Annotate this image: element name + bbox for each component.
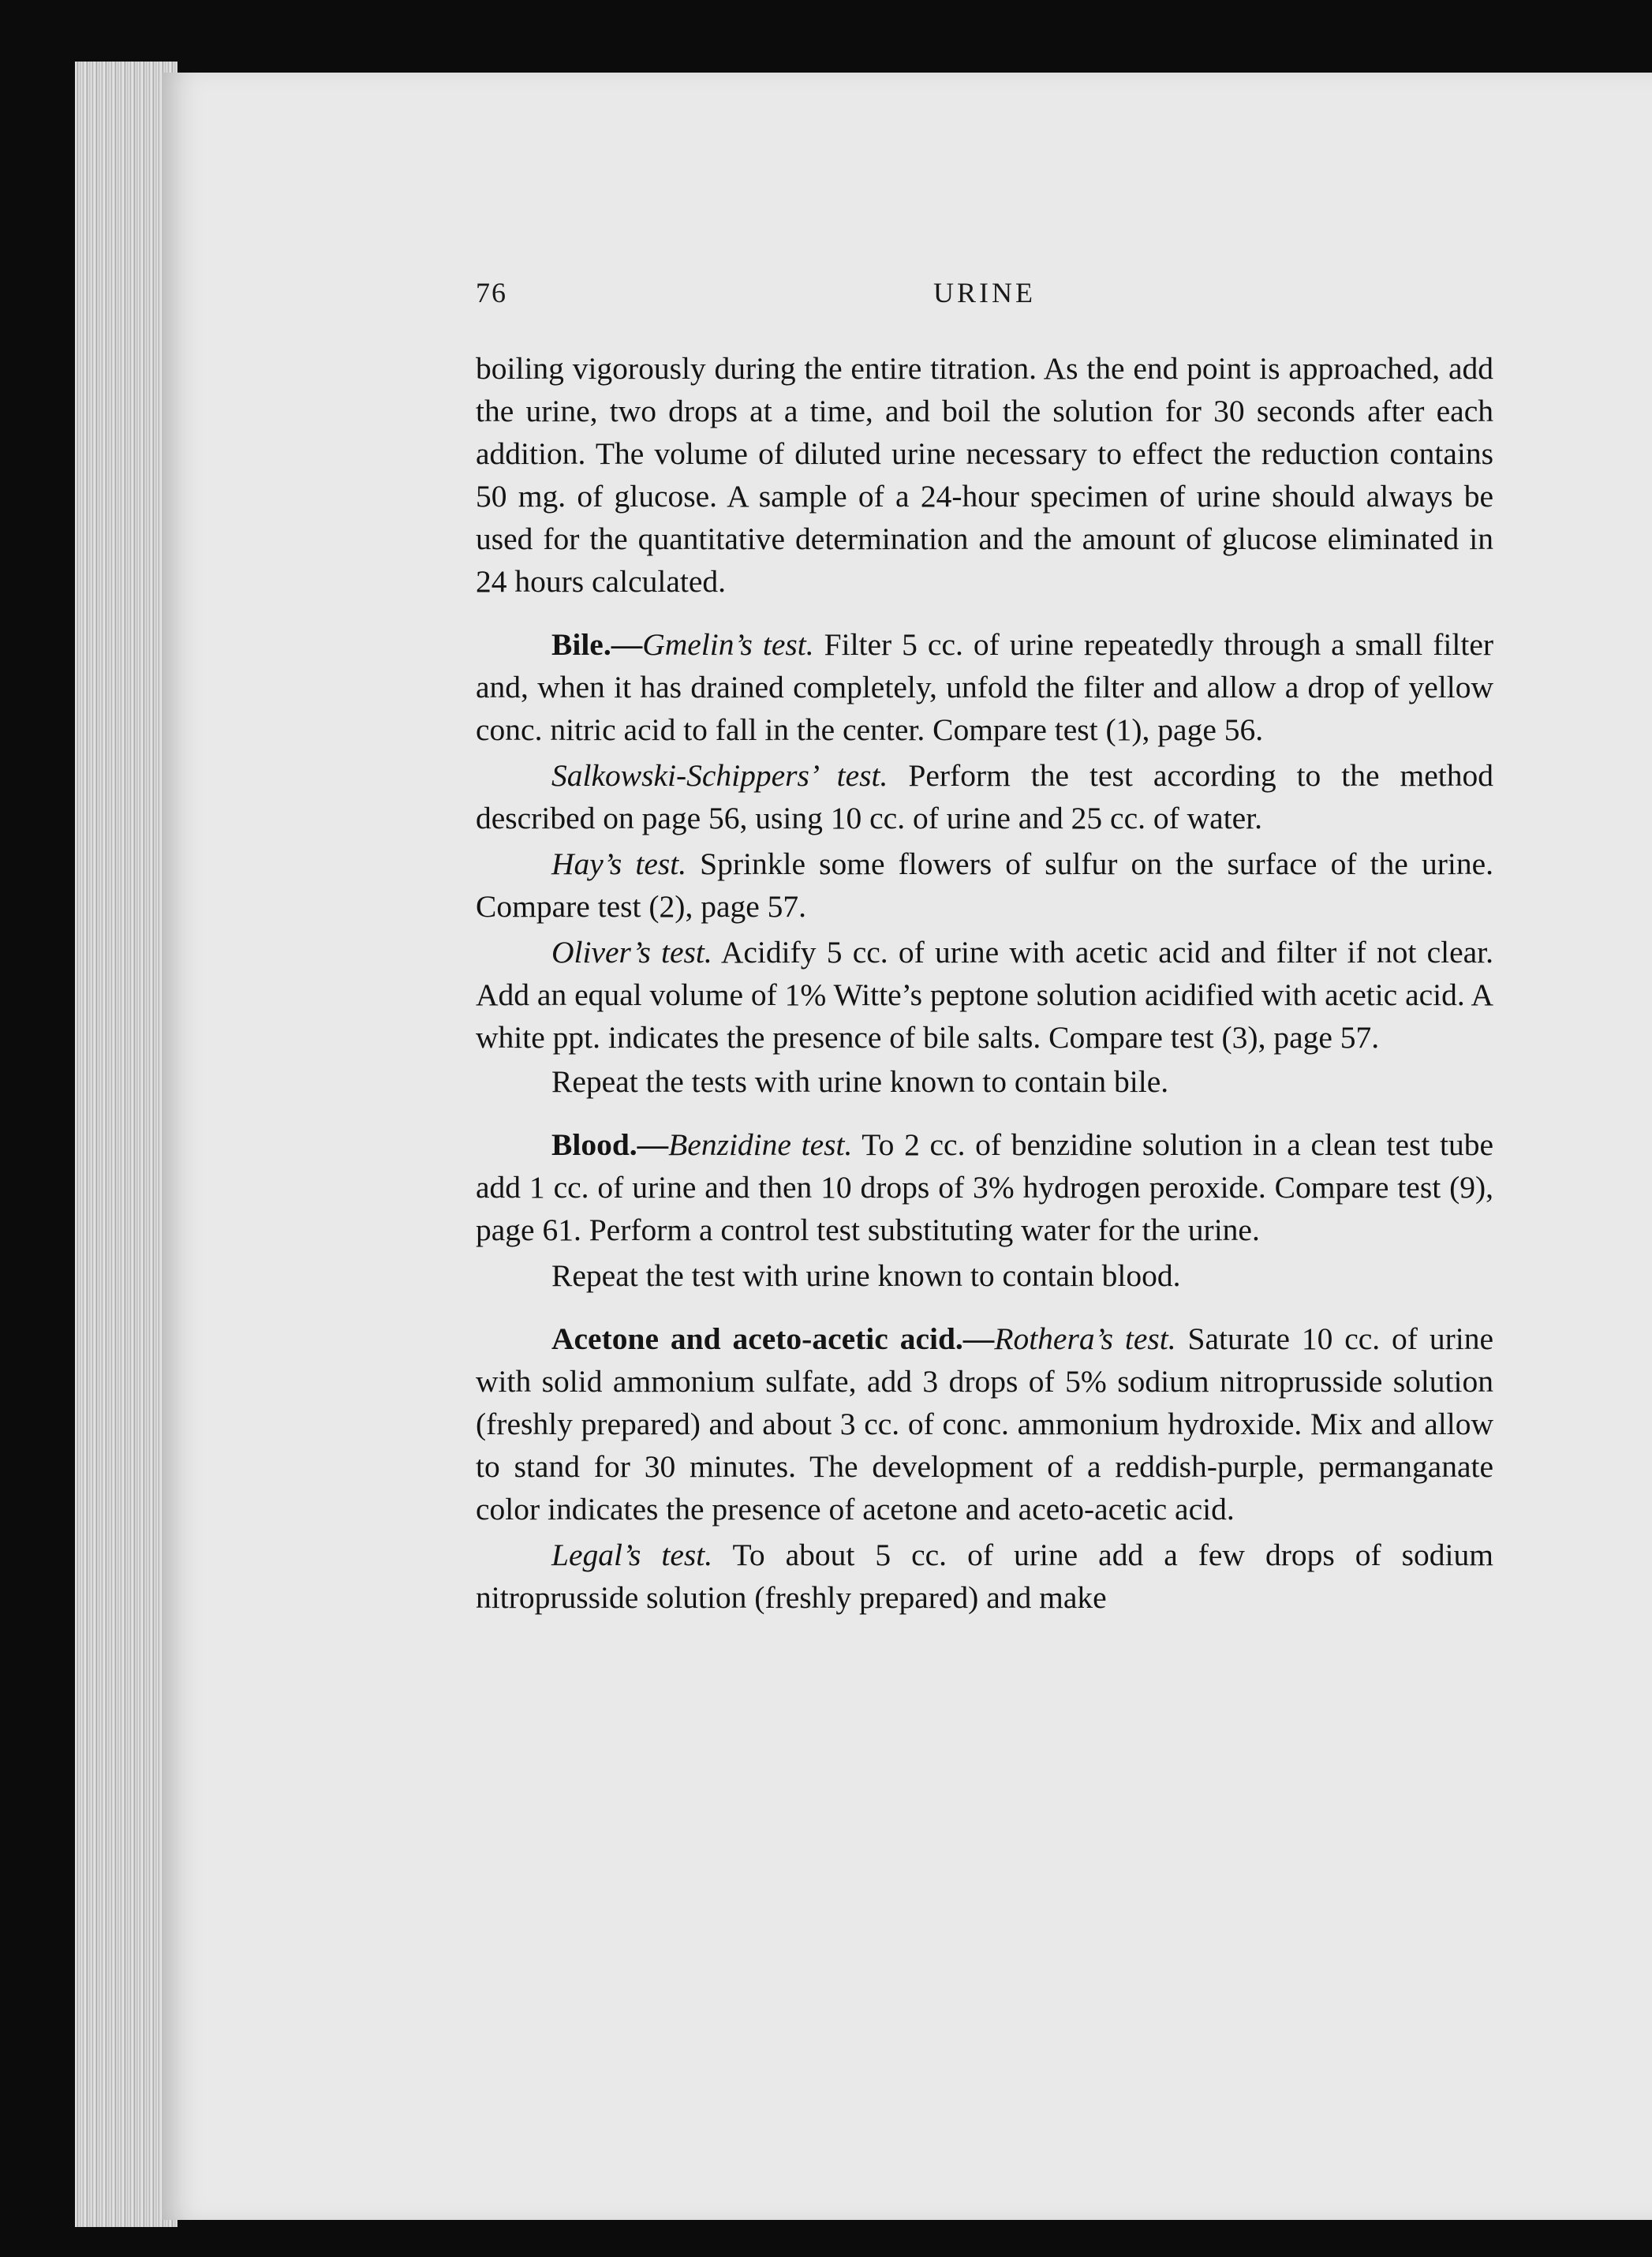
paragraph-text: Sprinkle some flowers of sulfur on the surface of the urine. Compare test (2), page 57. — [476, 846, 1493, 924]
page-number: 76 — [476, 277, 507, 308]
running-head-title: URINE — [933, 277, 1036, 308]
paragraph-text: To about 5 cc. of urine add a few drops of sodium nitroprusside solution (freshly prepared) and make — [476, 1538, 1493, 1615]
paragraph-oliver — [476, 931, 1493, 1059]
paragraph-blood-benzidine — [476, 1123, 1493, 1251]
page-body — [476, 347, 1493, 1619]
paragraph-titration-continued — [476, 347, 1493, 603]
test-name-gmelin: Gmelin’s test. — [642, 627, 814, 662]
paragraph-legal — [476, 1534, 1493, 1619]
paragraph-repeat-bile — [476, 1060, 1493, 1103]
paragraph-text: Perform the test according to the method described on page 56, using 10 cc. of urine and 25 cc. of water. — [476, 758, 1493, 835]
test-name-salkowski: Salkowski-Schippers’ test. — [551, 758, 888, 793]
paragraph-text: Filter 5 cc. of urine repeatedly through a small filter and, when it has drained completely, unfold the filter and allow a drop of yellow conc. nitric acid to fall in the center. Compare test (1), page 56. — [476, 627, 1494, 747]
test-name-hay: Hay’s test. — [551, 846, 687, 881]
paragraph-repeat-blood — [476, 1254, 1493, 1297]
section-heading-blood: Blood.— — [551, 1127, 669, 1162]
test-name-rothera: Rothera’s test. — [994, 1321, 1176, 1356]
paragraph-text: boiling vigorously during the entire titration. As the end point is approached, add the urine, two drops at a time, and boil the solution for 30 seconds after each addition. The volume of diluted urine necessary to effect the reduction contains 50 mg. of glucose. A sample of a 24-hour specimen of urine should always be used for the quantitative determination and the amount of glucose eliminated in 24 hours calculated. — [476, 351, 1493, 599]
paragraph-bile-gmelin — [476, 623, 1493, 751]
paragraph-text: Acidify 5 cc. of urine with acetic acid and filter if not clear. Add an equal volume of 1% Witte’s peptone solution acidified with acetic acid. A white ppt. indicates the presence of bile salts. Compare test (3), page 57. — [476, 935, 1493, 1055]
paragraph-text: Repeat the tests with urine known to contain bile. — [551, 1064, 1169, 1099]
paragraph-text: To 2 cc. of benzidine solution in a clean test tube add 1 cc. of urine and then 10 drops of 3% hydrogen peroxide. Compare test (9), page 61. Perform a control test substituting water for the urine. — [476, 1127, 1493, 1247]
paragraph-text: Saturate 10 cc. of urine with solid ammonium sulfate, add 3 drops of 5% sodium nitroprusside solution (freshly prepared) and about 3 cc. of conc. ammonium hydroxide. Mix and allow to stand for 30 minutes. The development of a reddish-purple, permanganate color indicates the presence of acetone and aceto-acetic acid. — [476, 1321, 1494, 1526]
running-head — [476, 276, 1493, 314]
paragraph-hay — [476, 843, 1493, 928]
test-name-oliver: Oliver’s test. — [551, 935, 712, 970]
paragraph-acetone-rothera — [476, 1317, 1493, 1530]
test-name-legal: Legal’s test. — [551, 1538, 713, 1572]
section-heading-acetone: Acetone and aceto-acetic acid.— — [551, 1321, 995, 1356]
test-name-benzidine: Benzidine test. — [668, 1127, 853, 1162]
paragraph-salkowski — [476, 754, 1493, 839]
section-heading-bile: Bile.— — [551, 627, 643, 662]
paragraph-text: Repeat the test with urine known to contain blood. — [551, 1258, 1181, 1293]
